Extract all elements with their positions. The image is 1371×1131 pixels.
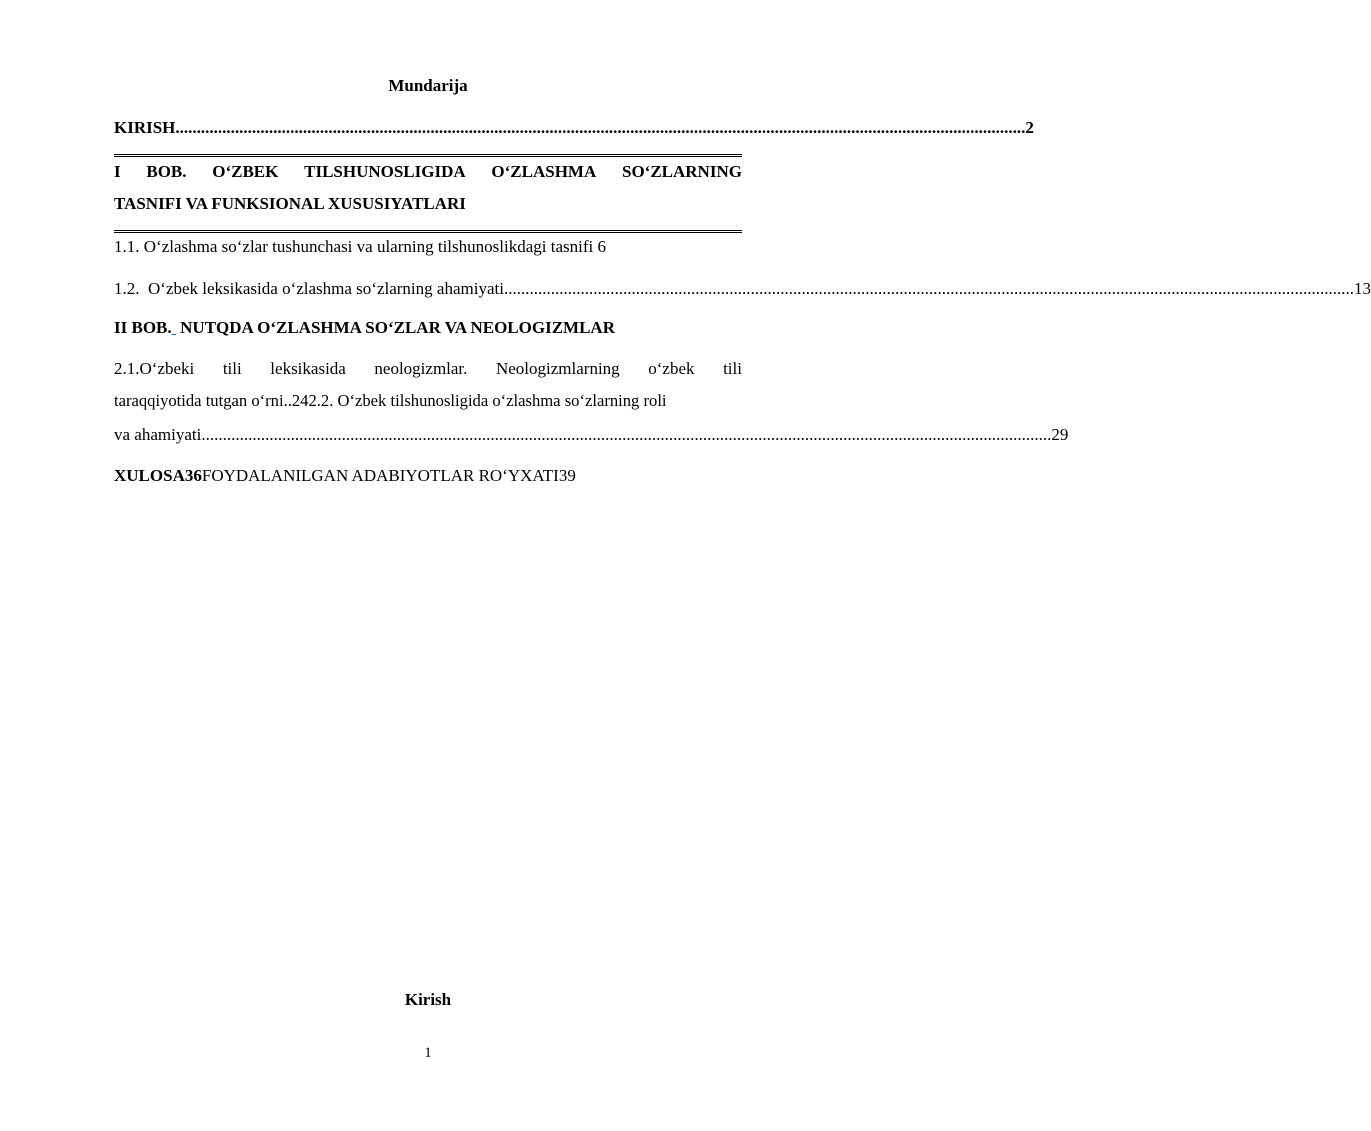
- toc-entry-page: 2: [1025, 118, 1034, 137]
- dot-leader: ........................................................................................................................................................................................................: [175, 118, 1026, 137]
- toc-entry-label: 1.2. O‘zbek leksikasida o‘zlashma so‘zlarning ahamiyati: [114, 279, 504, 298]
- chapter-prefix: II BOB.: [114, 318, 172, 337]
- word: Neologizmlarning: [495, 359, 620, 378]
- word: SO‘ZLARNING: [621, 162, 742, 181]
- word: 2.1.O‘zbeki: [114, 359, 195, 378]
- word: BOB.: [146, 162, 187, 181]
- toc-entry-chapter-1-line-2[interactable]: TASNIFI VA FUNKSIONAL XUSUSIYATLARI: [114, 194, 466, 213]
- dot-leader: ........................................................................................................................................................................................................: [503, 279, 1354, 298]
- toc-entry-2-1-line-1[interactable]: [114, 353, 742, 385]
- word: O‘ZBEK: [212, 162, 279, 181]
- word: tili: [222, 359, 242, 378]
- toc-entry-1-2[interactable]: [114, 273, 1371, 305]
- toc-entry-page: 13: [1353, 279, 1371, 298]
- toc-entry-2-1-line-2[interactable]: taraqqiyotida tutgan o‘rni..242.2. O‘zbek tilshunosligida o‘zlashma so‘zlarning roli: [114, 391, 667, 410]
- toc-entry-label: va ahamiyati: [114, 425, 202, 444]
- toc-entry-label: KIRISH: [114, 118, 176, 137]
- word: O‘ZLASHMA: [491, 162, 597, 181]
- toc-entry-1-1[interactable]: 1.1. O‘zlashma so‘zlar tushunchasi va ularning tilshunoslikdagi tasnifi 6: [114, 237, 606, 256]
- toc-entry-chapter-2[interactable]: [114, 312, 742, 344]
- page-number: 1: [424, 1045, 432, 1061]
- section-heading-kirish: Kirish: [404, 990, 452, 1009]
- word: o‘zbek: [648, 359, 695, 378]
- word: I: [114, 162, 121, 181]
- word: tili: [723, 359, 742, 378]
- toc-title: Mundarija: [388, 76, 468, 95]
- word: leksikasida: [270, 359, 346, 378]
- dot-leader: ........................................................................................................................................................................................................: [201, 425, 1052, 444]
- toc-entry-chapter-1-line-1[interactable]: [114, 156, 742, 188]
- toc-entry-xulosa: XULOSA36: [114, 466, 202, 485]
- toc-entry-2-1-line-3[interactable]: [114, 419, 1069, 451]
- word: neologizmlar.: [374, 359, 468, 378]
- word: TILSHUNOSLIGIDA: [304, 162, 466, 181]
- toc-entry-adabiyotlar: FOYDALANILGAN ADABIYOTLAR RO‘YXATI39: [201, 466, 576, 485]
- toc-entry-page: 29: [1051, 425, 1069, 444]
- toc-entry-kirish[interactable]: [114, 112, 1034, 144]
- toc-entry-xulosa-adabiyotlar[interactable]: [114, 460, 742, 492]
- chapter-title: NUTQDA O‘ZLASHMA SO‘ZLAR VA NEOLOGIZMLAR: [175, 318, 615, 337]
